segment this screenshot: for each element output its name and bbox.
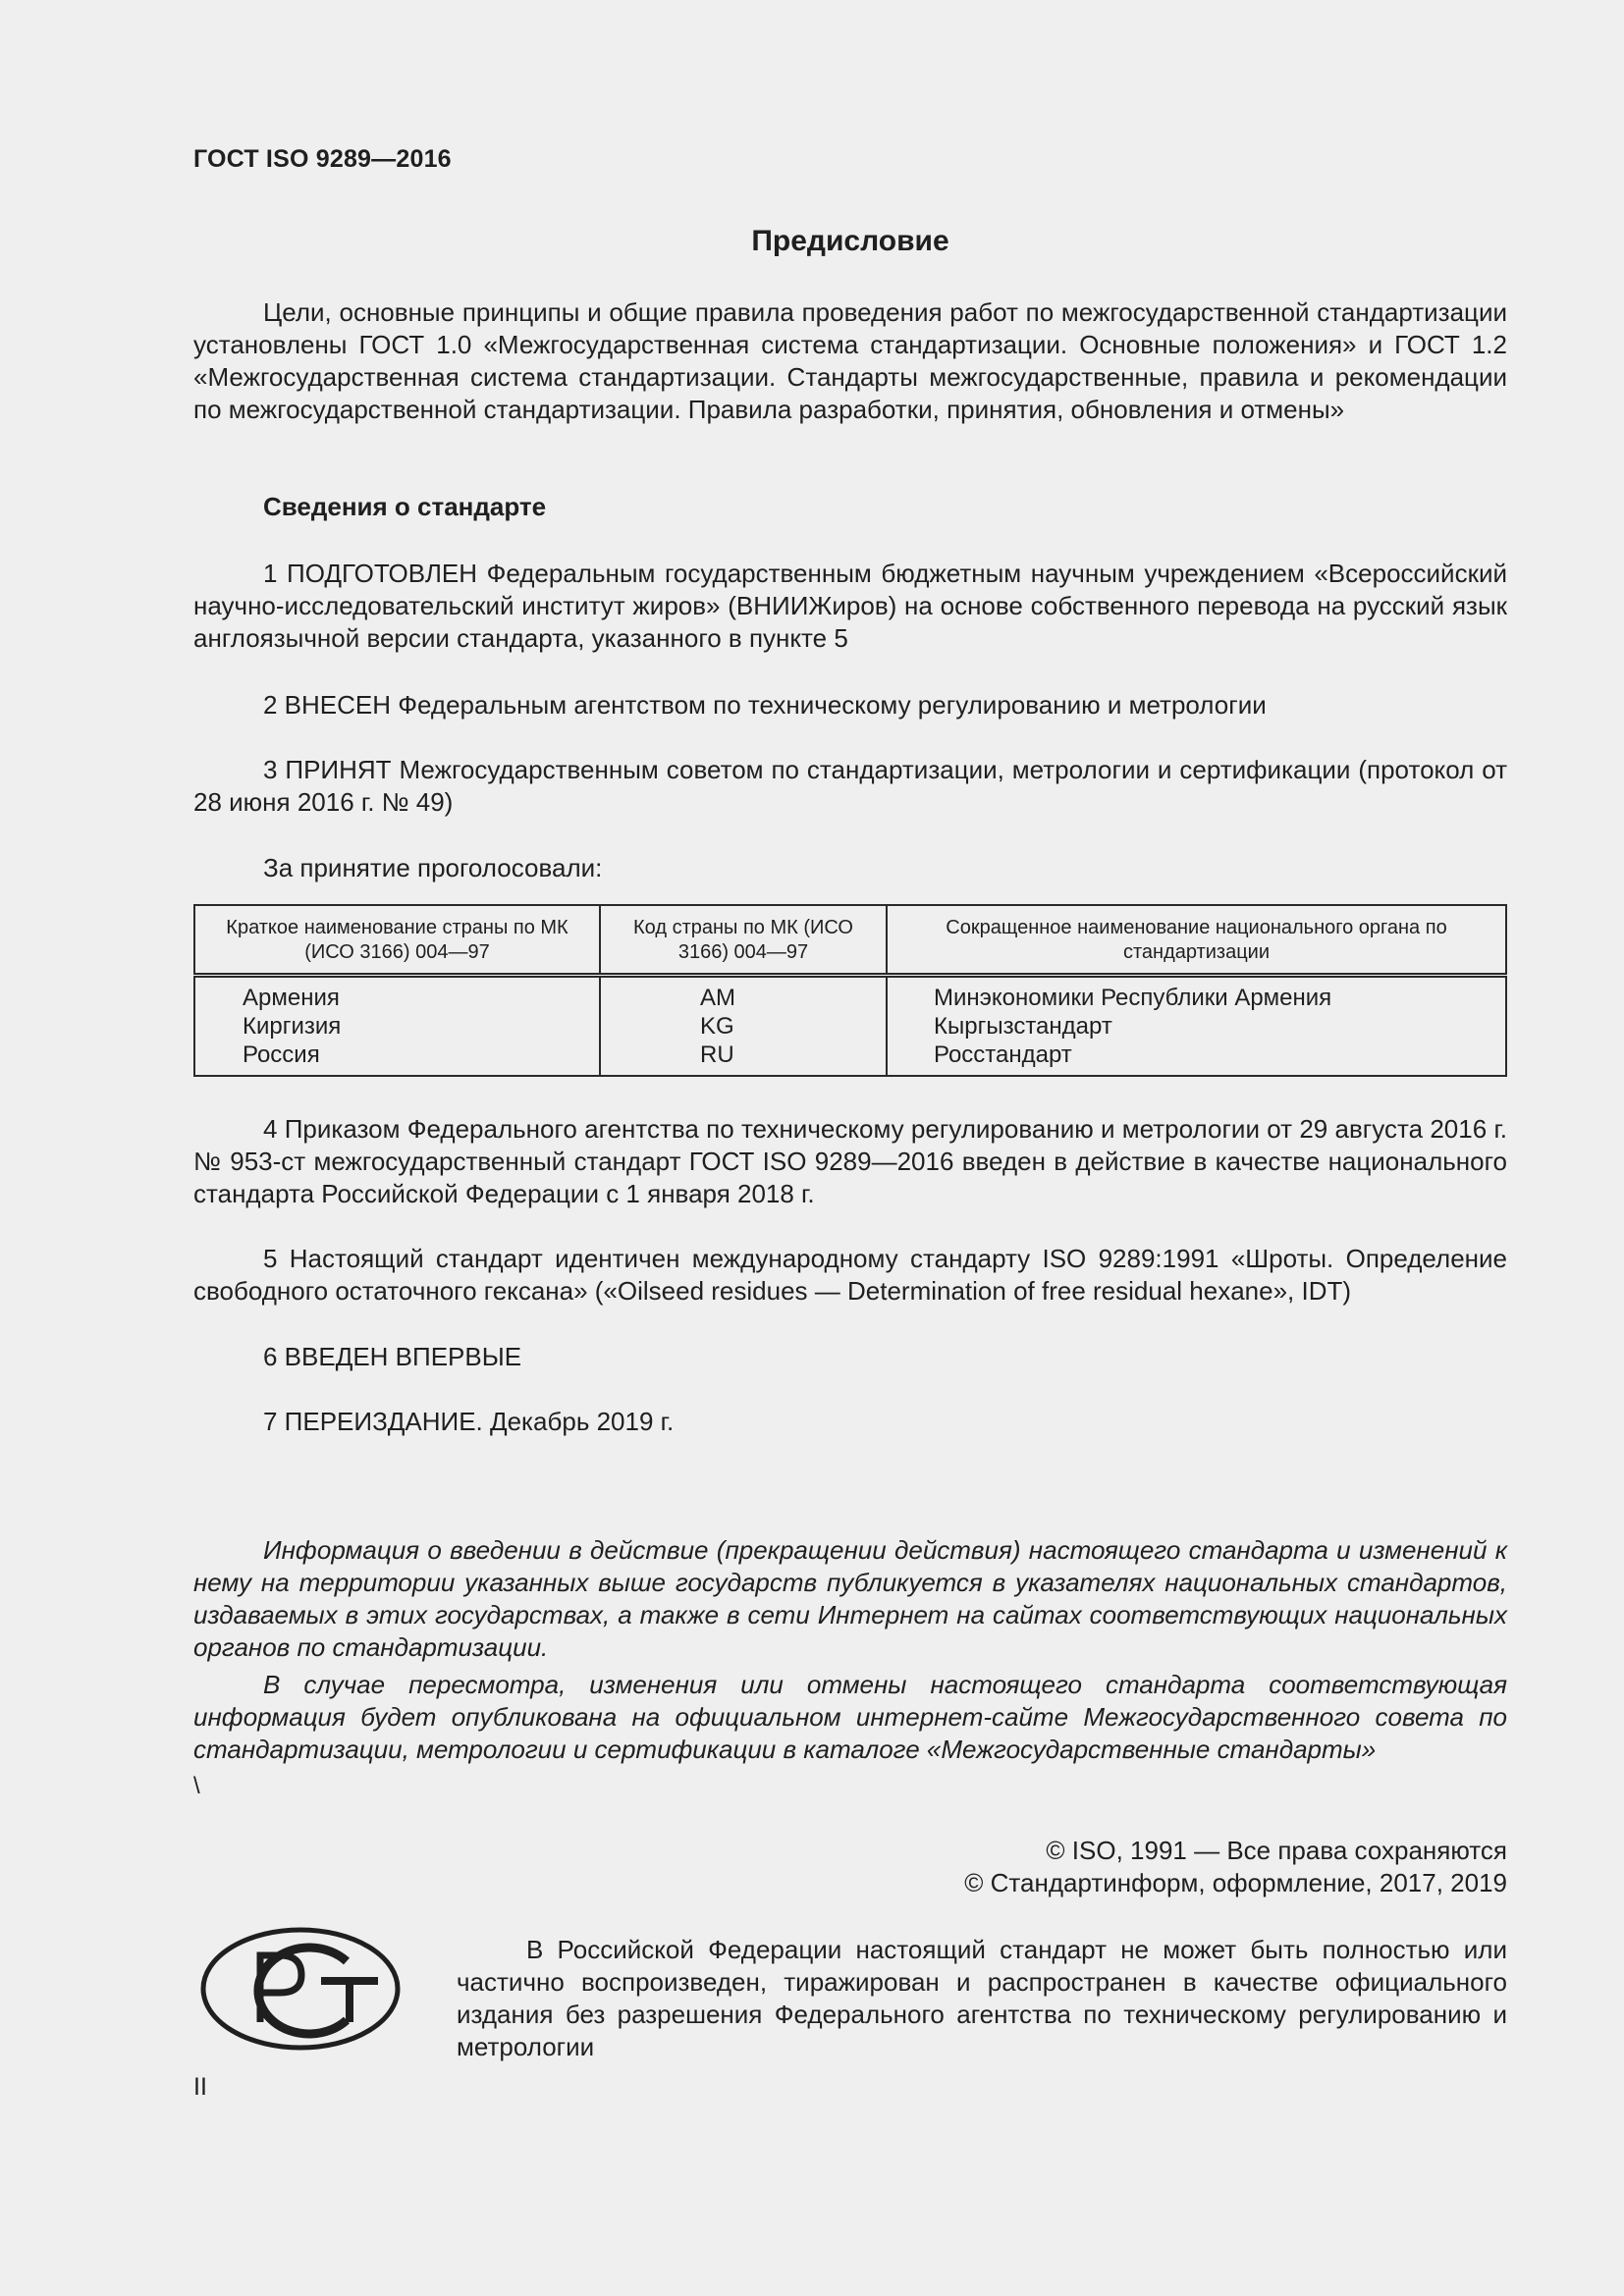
table-cell: Россия — [243, 1041, 320, 1068]
doc-code: ГОСТ ISO 9289—2016 — [193, 145, 452, 173]
table-cell: KG — [700, 1013, 734, 1040]
info-heading: Сведения о стандарте — [263, 492, 547, 521]
item-4: 4 Приказом Федерального агентства по техническому регулированию и метрологии от 29 августа 2016 г. № 953-ст межгосударственный стандарт ГОСТ ISO 9289—2016 введен в действие в качестве национального стандарта Российской Федерации с 1 января 2018 г. — [193, 1114, 1507, 1208]
table-body-row — [194, 976, 1506, 1077]
reproduction-notice: В Российской Федерации настоящий стандарт не может быть полностью или частично воспроизведен, тиражирован и распространен в качестве официального издания без разрешения Федерального агентства по техническому регулированию и метрологии — [457, 1935, 1507, 2061]
col-header-country: Краткое наименование страны по МК (ИСО 3166) 004—97 — [194, 905, 600, 976]
table-cell: Росстандарт — [934, 1041, 1072, 1068]
page-number: II — [193, 2073, 207, 2101]
table-cell: Армения — [243, 985, 340, 1011]
page-title: Предисловие — [751, 225, 949, 257]
col-header-code: Код страны по МК (ИСО 3166) 004—97 — [600, 905, 887, 976]
copyright-iso: © ISO, 1991 — Все права сохраняются — [1046, 1836, 1507, 1865]
table-cell: AM — [700, 985, 735, 1011]
code-cell — [600, 976, 887, 1077]
item-7: 7 ПЕРЕИЗДАНИЕ. Декабрь 2019 г. — [263, 1407, 675, 1436]
stray-mark: \ — [193, 1773, 200, 1799]
col-header-body: Сокращенное наименование национального органа по стандартизации — [887, 905, 1506, 976]
note-1: Информация о введении в действие (прекращении действия) настоящего стандарта и изменений к нему на территории указанных выше государств публикуется в указателях национальных стандартов, издаваемых в этих государствах, а также в сети Интернет на сайтах соответствующих национальных органов по стандартизации. — [193, 1535, 1507, 1662]
intro-paragraph: Цели, основные принципы и общие правила проведения работ по межгосударственной стандартизации установлены ГОСТ 1.0 «Межгосударственная система стандартизации. Основные положения» и ГОСТ 1.2 «Межгосударственная система стандартизации. Стандарты межгосударственные, правила и рекомендации по межгосударственной стандартизации. Правила разработки, принятия, обновления и отмены» — [193, 297, 1507, 424]
item-5: 5 Настоящий стандарт идентичен международному стандарту ISO 9289:1991 «Шроты. Определение свободного остаточного гексана» («Oilseed residues — Determination of free residual hexane», IDT) — [193, 1244, 1507, 1306]
rst-mark-icon — [199, 1926, 402, 2056]
table-cell: Минэкономики Республики Армения — [934, 985, 1332, 1011]
copyright-standartinform: © Стандартинформ, оформление, 2017, 2019 — [964, 1868, 1507, 1897]
voted-label: За принятие проголосовали: — [263, 853, 603, 882]
voting-table — [193, 904, 1507, 1077]
item-1: 1 ПОДГОТОВЛЕН Федеральным государственным бюджетным научным учреждением «Всероссийский научно-исследовательский институт жиров» (ВНИИЖиров) на основе собственного перевода на русский язык англоязычной версии стандарта, указанного в пункте 5 — [193, 559, 1507, 653]
note-2: В случае пересмотра, изменения или отмены настоящего стандарта соответствующая информация будет опубликована на официальном интернет-сайте Межгосударственного совета по стандартизации, метрологии и сертификации в каталоге «Межгосударственные стандарты» — [193, 1670, 1507, 1764]
table-cell: Киргизия — [243, 1013, 342, 1040]
item-3: 3 ПРИНЯТ Межгосударственным советом по стандартизации, метрологии и сертификации (протокол от 28 июня 2016 г. № 49) — [193, 755, 1507, 817]
item-2: 2 ВНЕСЕН Федеральным агентством по техническому регулированию и метрологии — [263, 690, 1267, 720]
body-cell — [887, 976, 1506, 1077]
table-cell: RU — [700, 1041, 734, 1068]
item-6: 6 ВВЕДЕН ВПЕРВЫЕ — [263, 1342, 522, 1371]
table-cell: Кыргызстандарт — [934, 1013, 1112, 1040]
country-cell — [194, 976, 600, 1077]
